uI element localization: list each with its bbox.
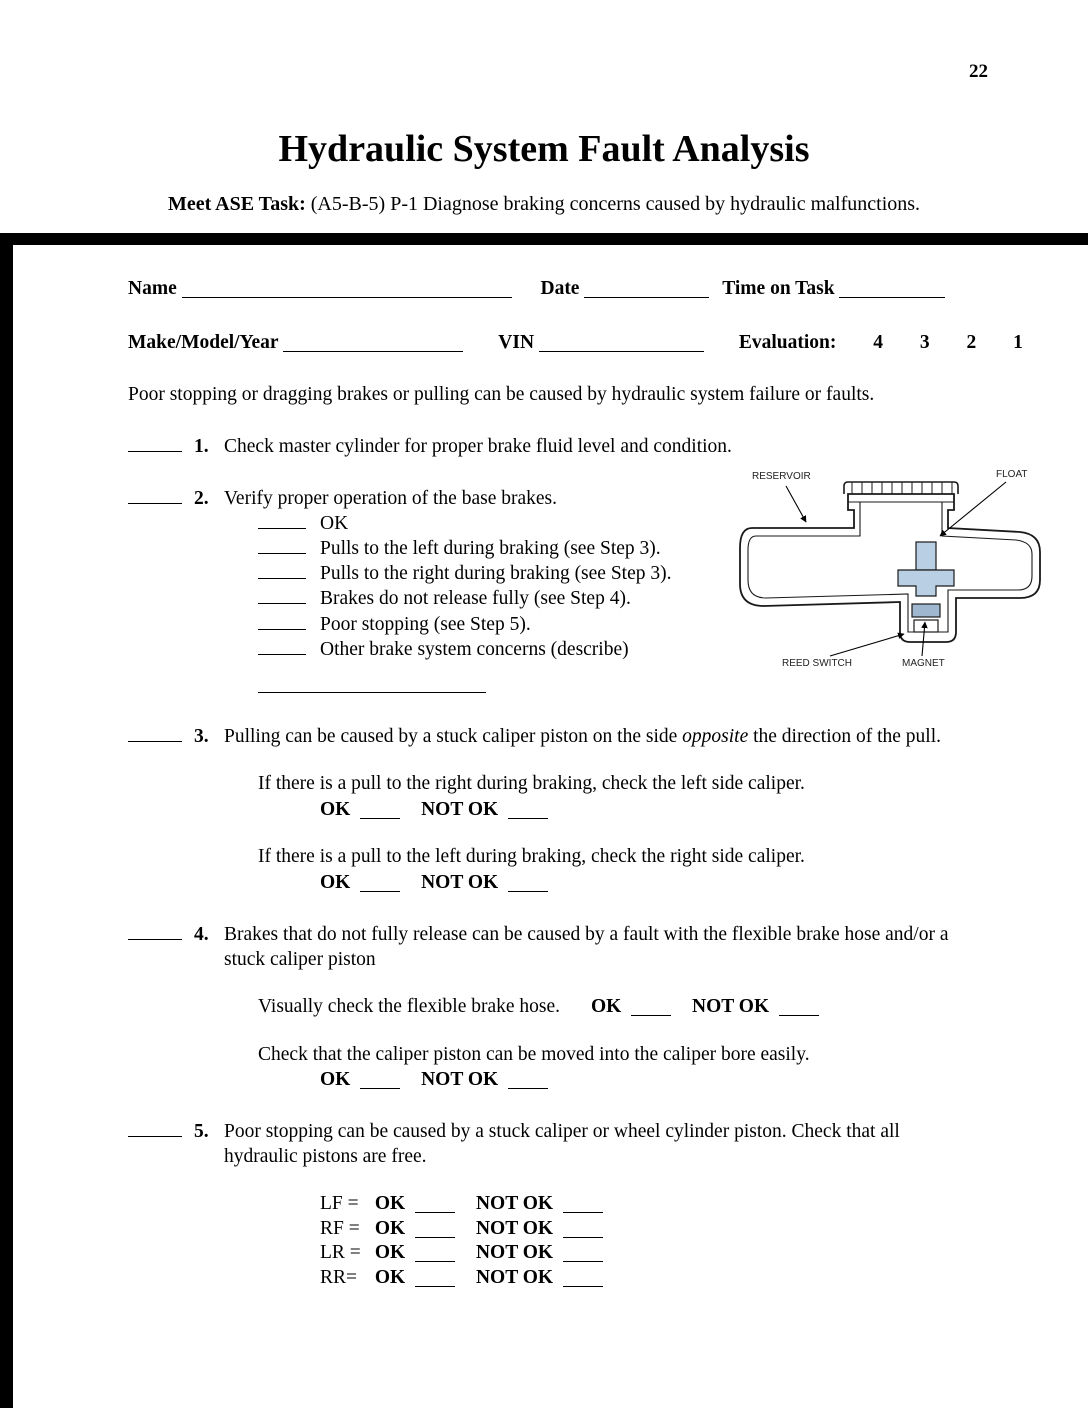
ok-label: OK — [374, 1266, 406, 1288]
form-row-identity — [128, 277, 964, 302]
not-ok-label: NOT OK — [475, 1242, 554, 1264]
step-5-text: Poor stopping can be caused by a stuck caliper or wheel cylinder piston. Check that all hydraulic pistons are free. — [224, 1121, 900, 1167]
reservoir-callout-line — [786, 486, 806, 522]
magnet-callout-line — [922, 622, 925, 656]
step-5-row-lr — [320, 1241, 964, 1266]
not-ok-blank — [779, 999, 819, 1017]
content — [0, 277, 1088, 1291]
reed-switch-callout-line — [830, 634, 904, 656]
ok-label: OK — [320, 1069, 351, 1091]
float-stem — [916, 542, 936, 570]
not-ok-blank — [508, 801, 548, 819]
hose-check-text: Visually check the flexible brake hose. — [258, 996, 561, 1018]
not-ok-blank — [563, 1245, 603, 1263]
step-3-check-left-result — [320, 871, 964, 896]
ok-blank — [360, 1072, 400, 1090]
evaluation-2: 2 — [966, 332, 977, 354]
step-5-row-lf — [320, 1192, 964, 1217]
option-blank — [258, 537, 306, 555]
step-3-check-right-result — [320, 798, 964, 823]
step-2-number: 2. — [194, 488, 209, 510]
position-label: RF = — [320, 1217, 360, 1239]
position-label: LR = — [320, 1242, 361, 1264]
option-blank — [258, 587, 306, 605]
option-label: Brakes do not release fully (see Step 4). — [320, 588, 631, 610]
page-number: 22 — [969, 61, 988, 82]
not-ok-blank — [508, 874, 548, 892]
left-rule — [0, 233, 13, 1408]
step-4-piston-check-text: Check that the caliper piston can be moved into the caliper bore easily. — [258, 1043, 810, 1065]
form-row-vehicle — [128, 331, 1023, 356]
ok-label: OK — [320, 798, 351, 820]
evaluation-3: 3 — [919, 332, 930, 354]
vin-blank — [539, 335, 704, 353]
reservoir-label: RESERVOIR — [752, 471, 811, 482]
step-3-blank — [128, 724, 182, 742]
ok-label: OK — [590, 996, 622, 1018]
step-3-text: Pulling can be caused by a stuck caliper piston on the side opposite the direction of the pull. — [224, 725, 942, 747]
not-ok-label: NOT OK — [421, 1069, 499, 1091]
ok-label: OK — [320, 871, 351, 893]
ok-label: OK — [374, 1242, 406, 1264]
reed-switch-label: REED SWITCH — [782, 658, 852, 669]
option-label: Poor stopping (see Step 5). — [320, 613, 531, 635]
date-blank — [584, 280, 709, 298]
make-model-year-label: Make/Model/Year — [128, 332, 279, 354]
not-ok-label: NOT OK — [421, 871, 499, 893]
ok-blank — [360, 874, 400, 892]
not-ok-label: NOT OK — [475, 1266, 554, 1288]
step-4-text: Brakes that do not fully release can be caused by a fault with the flexible brake hose and/or a stuck caliper piston — [224, 923, 949, 970]
position-label: LF = — [320, 1193, 359, 1215]
ok-blank — [631, 999, 671, 1017]
master-cylinder-reservoir-diagram — [726, 464, 1060, 676]
time-on-task-blank — [839, 280, 945, 298]
step-5-number: 5. — [194, 1121, 209, 1143]
not-ok-blank — [508, 1072, 548, 1090]
intro-paragraph: Poor stopping or dragging brakes or pulling can be caused by hydraulic system failure or faults. — [128, 384, 875, 405]
option-label: Other brake system concerns (describe) — [320, 638, 629, 660]
step-5-row-rr — [320, 1266, 964, 1291]
option-blank — [258, 612, 306, 630]
ok-label: OK — [374, 1193, 406, 1215]
not-ok-label: NOT OK — [475, 1193, 554, 1215]
step-4-number: 4. — [194, 923, 209, 945]
ase-task-label: Meet ASE Task: — [167, 192, 306, 215]
step-1 — [128, 435, 964, 460]
reservoir-inner-wall — [748, 502, 1032, 632]
step-1-text: Check master cylinder for proper brake fluid level and condition. — [224, 436, 732, 458]
ok-blank — [360, 801, 400, 819]
not-ok-label: NOT OK — [421, 798, 499, 820]
make-model-year-blank — [283, 335, 463, 353]
reservoir-diagram-svg — [726, 464, 1060, 676]
reservoir-cap — [844, 482, 958, 494]
ase-task-text: (A5-B-5) P-1 Diagnose braking concerns caused by hydraulic malfunctions. — [305, 192, 921, 215]
time-on-task-label: Time on Task — [722, 277, 835, 299]
step-4-blank — [128, 922, 182, 940]
magnet-shape — [912, 604, 940, 617]
step-4-hose-check — [258, 995, 964, 1020]
not-ok-blank — [563, 1220, 603, 1238]
cap-ribs — [852, 482, 952, 494]
evaluation-label: Evaluation: — [738, 332, 837, 354]
step-5-blank — [128, 1120, 182, 1138]
describe-blank — [258, 676, 486, 694]
vin-label: VIN — [498, 332, 535, 354]
top-rule — [0, 233, 1088, 245]
position-label: RR= — [320, 1266, 358, 1288]
float-label: FLOAT — [996, 469, 1028, 480]
option-blank — [258, 562, 306, 580]
step-3-check-left-text: If there is a pull to the left during braking, check the right side caliper. — [258, 846, 805, 868]
date-label: Date — [540, 277, 580, 299]
step-1-number: 1. — [194, 436, 209, 458]
option-label: OK — [320, 513, 349, 535]
ok-blank — [415, 1220, 455, 1238]
not-ok-label: NOT OK — [475, 1217, 554, 1239]
option-blank — [258, 512, 306, 530]
page-title: Hydraulic System Fault Analysis — [278, 128, 810, 170]
step-2-text: Verify proper operation of the base brakes. — [224, 488, 557, 510]
not-ok-blank — [563, 1196, 603, 1214]
not-ok-label: NOT OK — [692, 996, 770, 1018]
name-blank — [182, 280, 512, 298]
ok-label: OK — [374, 1217, 406, 1239]
magnet-label: MAGNET — [902, 658, 945, 669]
ok-blank — [415, 1245, 455, 1263]
step-3-number: 3. — [194, 725, 209, 747]
float-callout-line — [940, 482, 1006, 536]
option-label: Pulls to the left during braking (see Step 3). — [320, 538, 661, 560]
opposite-italic: opposite — [682, 725, 749, 747]
step-3-check-right-text: If there is a pull to the right during braking, check the left side caliper. — [258, 773, 805, 795]
option-blank — [258, 637, 306, 655]
evaluation-1: 1 — [1013, 332, 1023, 354]
step-3 — [128, 724, 964, 749]
float-body — [898, 570, 954, 596]
step-1-blank — [128, 435, 182, 453]
option-label: Pulls to the right during braking (see Step 3). — [320, 563, 672, 585]
step-2-blank — [128, 487, 182, 505]
evaluation-4: 4 — [873, 332, 883, 354]
step-5 — [128, 1120, 964, 1170]
ase-task-line — [0, 192, 1088, 217]
step-4 — [128, 922, 964, 972]
not-ok-blank — [563, 1269, 603, 1287]
reservoir-outline — [740, 494, 1040, 642]
ok-blank — [415, 1196, 455, 1214]
reed-switch-shape — [914, 620, 938, 632]
ok-blank — [415, 1269, 455, 1287]
step-4-piston-check-result — [320, 1068, 964, 1093]
step-5-row-rf — [320, 1217, 964, 1242]
name-label: Name — [128, 277, 177, 299]
